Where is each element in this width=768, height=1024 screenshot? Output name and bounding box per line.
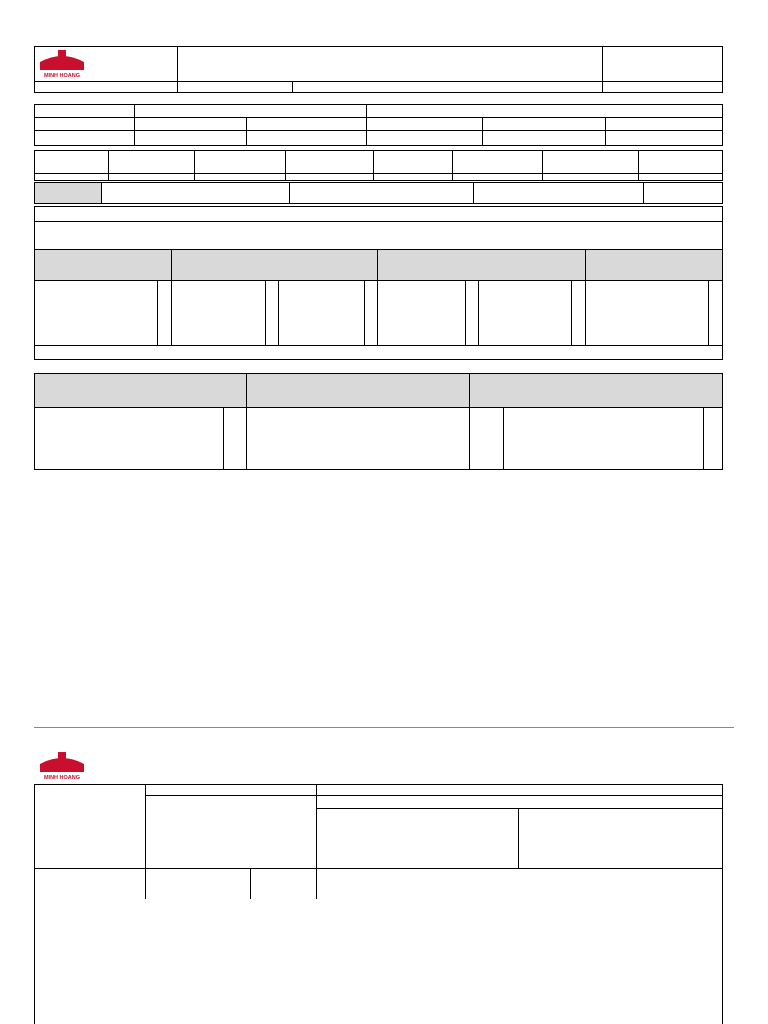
company-logo-2 <box>36 750 88 780</box>
company-logo <box>36 48 88 78</box>
svg-text:MINH HOANG: MINH HOANG <box>43 775 81 780</box>
svg-text:MINH HOANG: MINH HOANG <box>43 73 81 78</box>
